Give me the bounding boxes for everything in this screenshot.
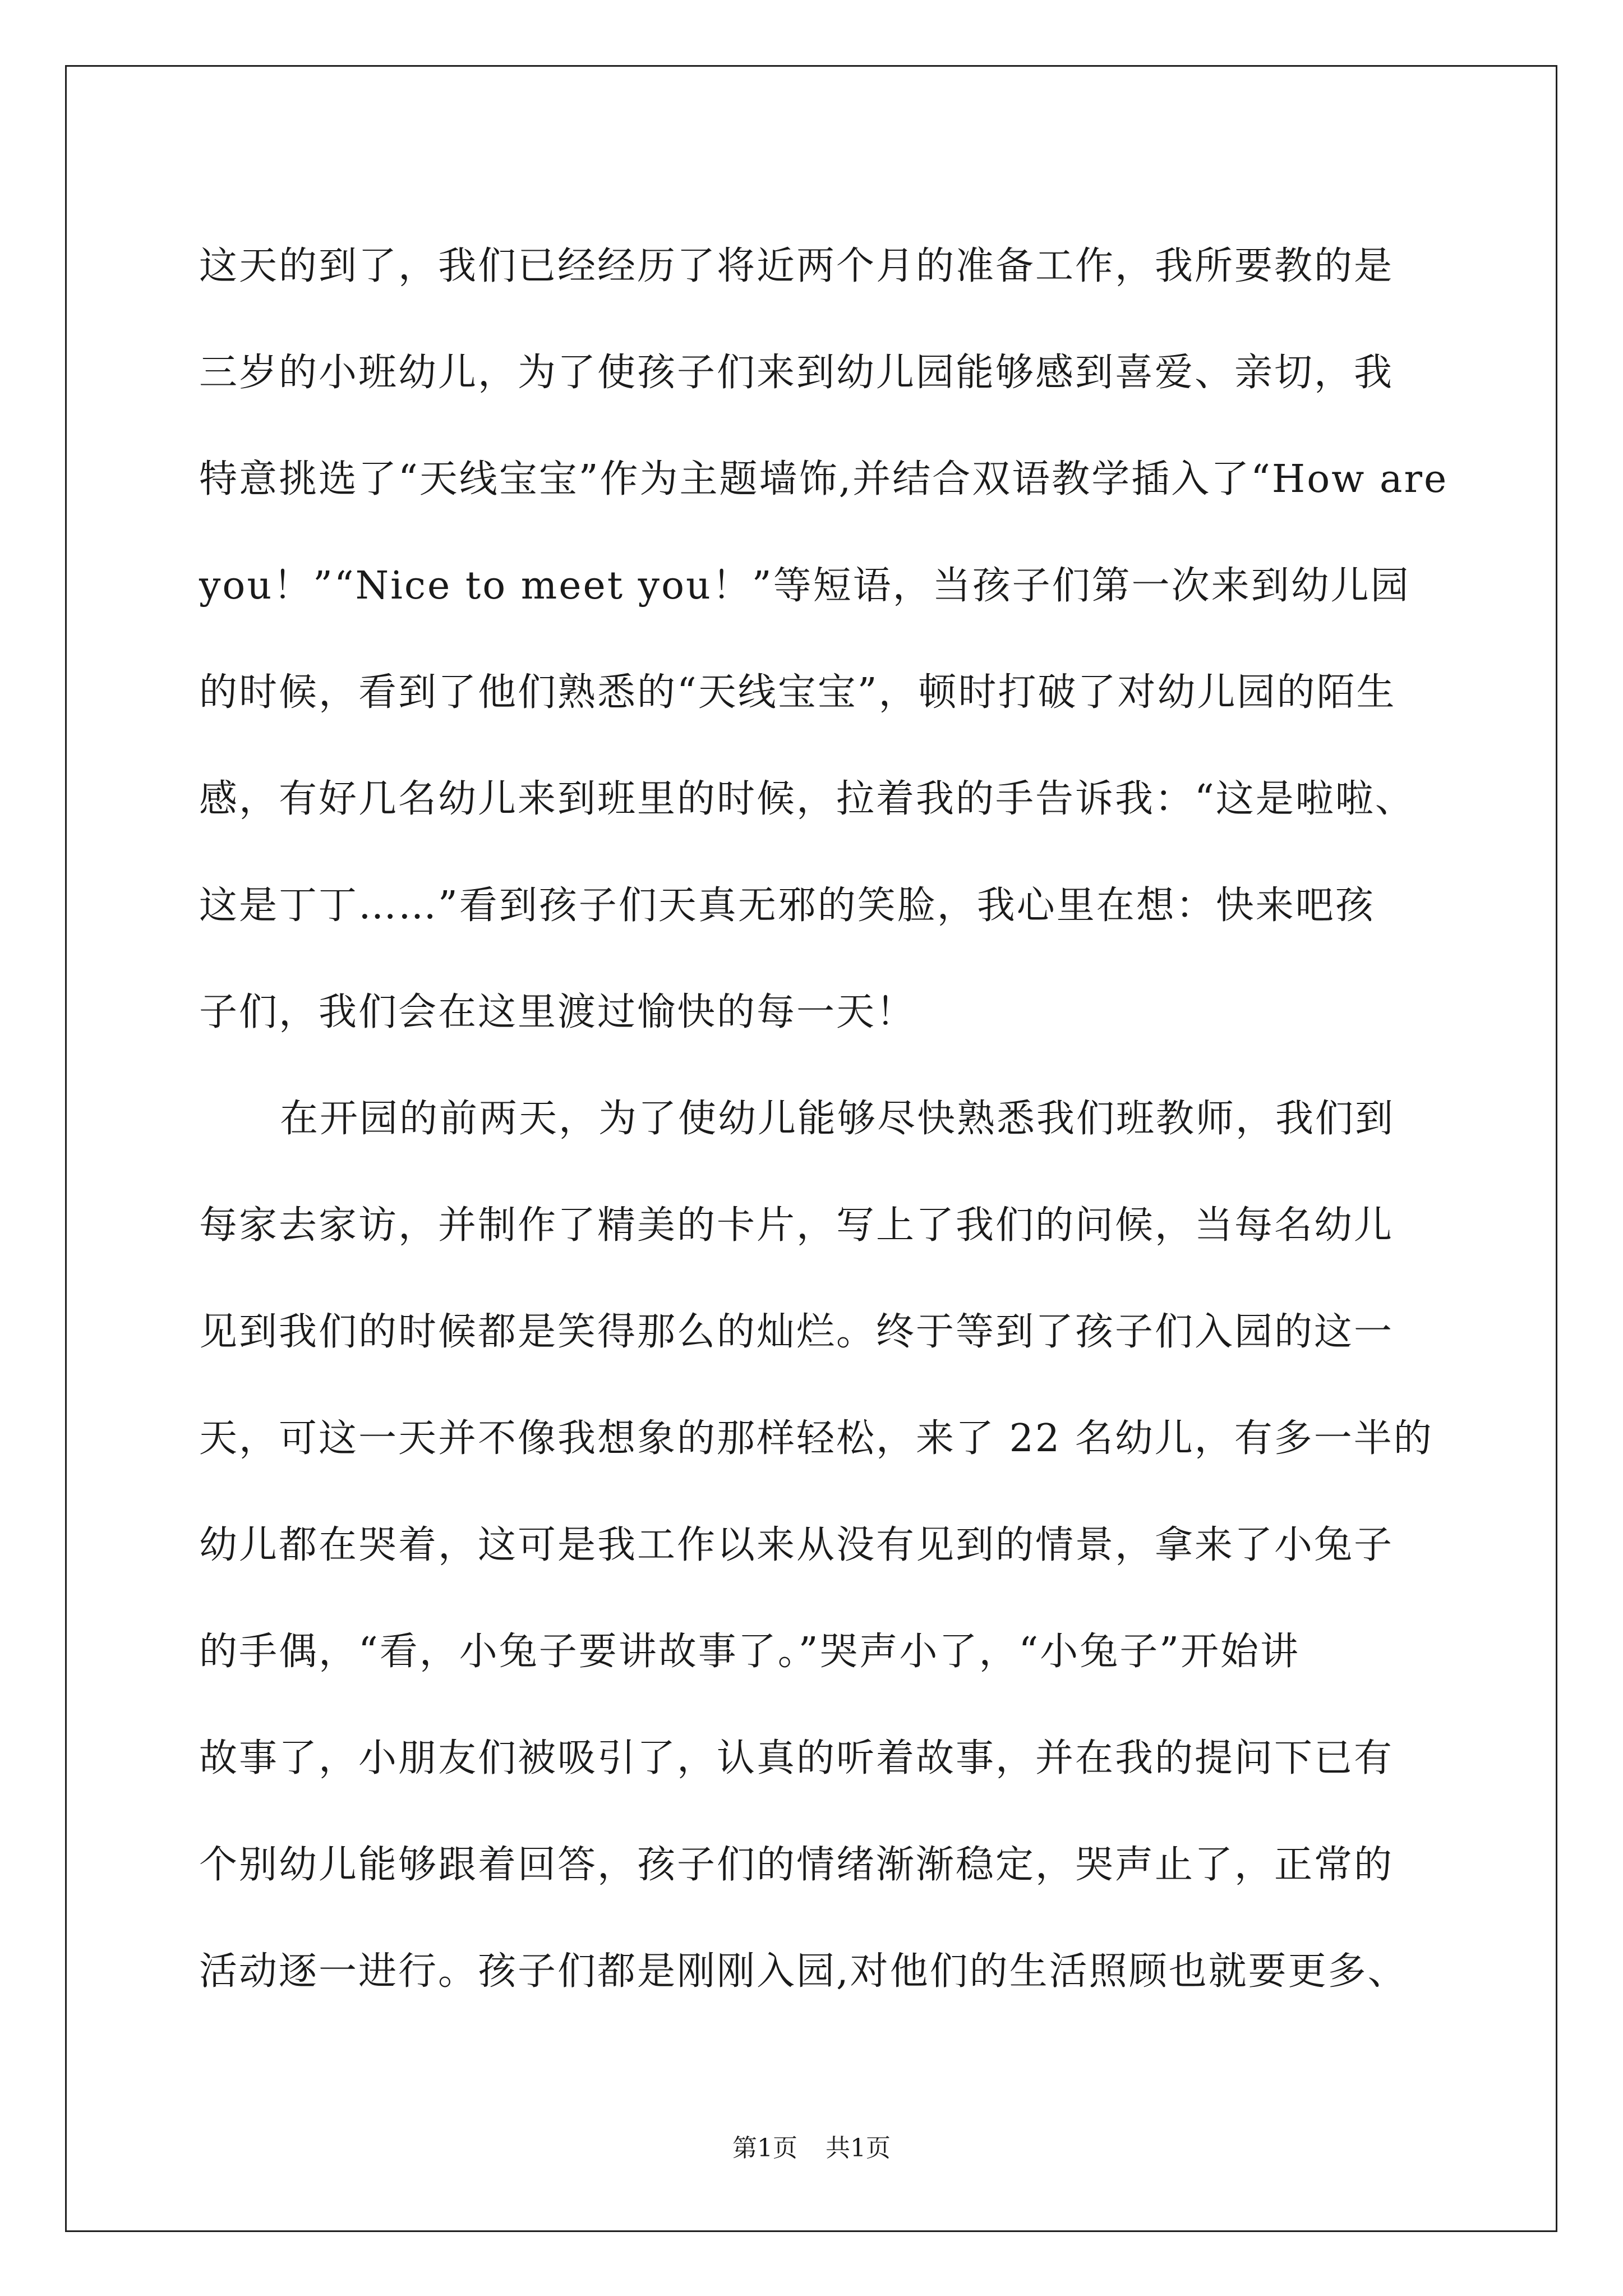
text-line: you！”“Nice to meet you！”等短语，当孩子们第一次来到幼儿园 — [199, 564, 1410, 608]
text-line: 感，有好几名幼儿来到班里的时候，拉着我的手告诉我：“这是啦啦、 — [199, 777, 1415, 821]
text-line: 见到我们的时候都是笑得那么的灿烂。终于等到了孩子们入园的这一 — [199, 1310, 1394, 1354]
text-line: 这是丁丁……”看到孩子们天真无邪的笑脸，我心里在想：快来吧孩 — [199, 884, 1375, 928]
text-line: 活动逐一进行。孩子们都是刚刚入园,对他们的生活照顾也就要更多、 — [199, 1949, 1408, 1994]
text-line: 在开园的前两天，为了使幼儿能够尽快熟悉我们班教师，我们到 — [280, 1097, 1395, 1141]
text-line: 每家去家访，并制作了精美的卡片，写上了我们的问候，当每名幼儿 — [199, 1203, 1394, 1248]
text-line: 特意挑选了“天线宝宝”作为主题墙饰,并结合双语教学插入了“How are — [199, 457, 1449, 501]
page-footer — [0, 2132, 1623, 2165]
text-line: 故事了，小朋友们被吸引了，认真的听着故事，并在我的提问下已有 — [199, 1736, 1394, 1780]
page-total: 共1页 — [826, 2134, 891, 2162]
text-line: 天，可这一天并不像我想象的那样轻松，来了 22 名幼儿，有多一半的 — [199, 1416, 1433, 1461]
page-number: 第1页 — [732, 2134, 797, 2162]
text-line: 三岁的小班幼儿，为了使孩子们来到幼儿园能够感到喜爱、亲切，我 — [199, 351, 1394, 395]
text-line: 这天的到了，我们已经经历了将近两个月的准备工作，我所要教的是 — [199, 244, 1394, 288]
document-body — [199, 213, 1449, 2025]
text-line: 的时候，看到了他们熟悉的“天线宝宝”，顿时打破了对幼儿园的陌生 — [199, 670, 1396, 715]
text-line: 幼儿都在哭着，这可是我工作以来从没有见到的情景，拿来了小兔子 — [199, 1523, 1394, 1567]
text-line: 子们，我们会在这里渡过愉快的每一天！ — [199, 990, 916, 1034]
text-line: 的手偶，“看，小兔子要讲故事了。”哭声小了，“小兔子”开始讲 — [199, 1630, 1301, 1674]
text-line: 个别幼儿能够跟着回答，孩子们的情绪渐渐稳定，哭声止了，正常的 — [199, 1843, 1394, 1887]
